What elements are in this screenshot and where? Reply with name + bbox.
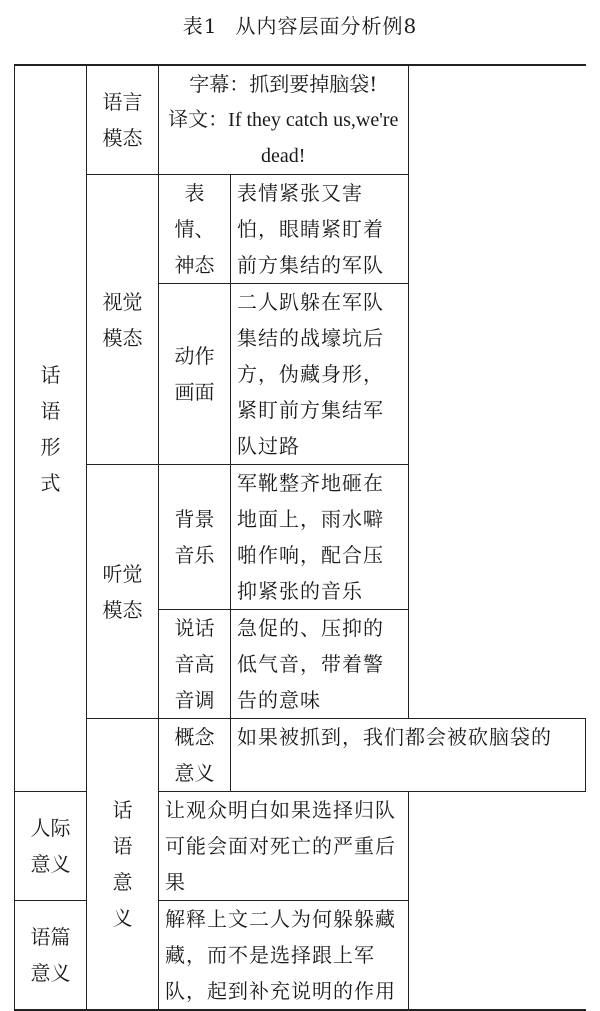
interpersonal-label: 人际意义	[15, 792, 87, 901]
language-mode-content	[159, 65, 409, 175]
table-caption	[0, 10, 600, 39]
language-mode-label: 语言模态	[87, 65, 159, 175]
row-expression	[15, 175, 586, 284]
conceptual-text: 如果被抓到，我们都会被砍脑袋的	[231, 719, 586, 792]
subtitle-line: 字幕：抓到要掉脑袋!	[189, 72, 378, 96]
table-number: 表1	[182, 14, 218, 38]
background-text: 军靴整齐地砸在地面上，雨水噼啪作响，配合压抑紧张的音乐	[231, 465, 409, 610]
translation-line: 译文：If they catch us,we're dead!	[168, 109, 399, 167]
speech-label: 说话音高音调	[159, 610, 231, 719]
textual-label: 语篇意义	[15, 901, 87, 1011]
row-language-mode	[15, 65, 586, 175]
textual-text: 解释上文二人为何躲躲藏藏，而不是选择跟上军队，起到补充说明的作用	[159, 901, 409, 1011]
background-label: 背景音乐	[159, 465, 231, 610]
auditory-mode-label: 听觉模态	[87, 465, 159, 719]
visual-mode-label: 视觉模态	[87, 175, 159, 465]
row-conceptual	[15, 719, 586, 792]
table-title: 从内容层面分析例8	[235, 14, 418, 38]
action-text: 二人趴躲在军队集结的战壕坑后方，伪藏身形，紧盯前方集结军队过路	[231, 284, 409, 465]
interpersonal-text: 让观众明白如果选择归队可能会面对死亡的严重后果	[159, 792, 409, 901]
analysis-table	[14, 64, 586, 1011]
expression-text: 表情紧张又害怕，眼睛紧盯着前方集结的军队	[231, 175, 409, 284]
speech-text: 急促的、压抑的低气音，带着警告的意味	[231, 610, 409, 719]
row-background	[15, 465, 586, 610]
form-label: 话语形式	[15, 65, 87, 792]
meaning-label: 话语意义	[87, 719, 159, 1011]
expression-label: 表情、神态	[159, 175, 231, 284]
action-label: 动作画面	[159, 284, 231, 465]
conceptual-label: 概念意义	[159, 719, 231, 792]
